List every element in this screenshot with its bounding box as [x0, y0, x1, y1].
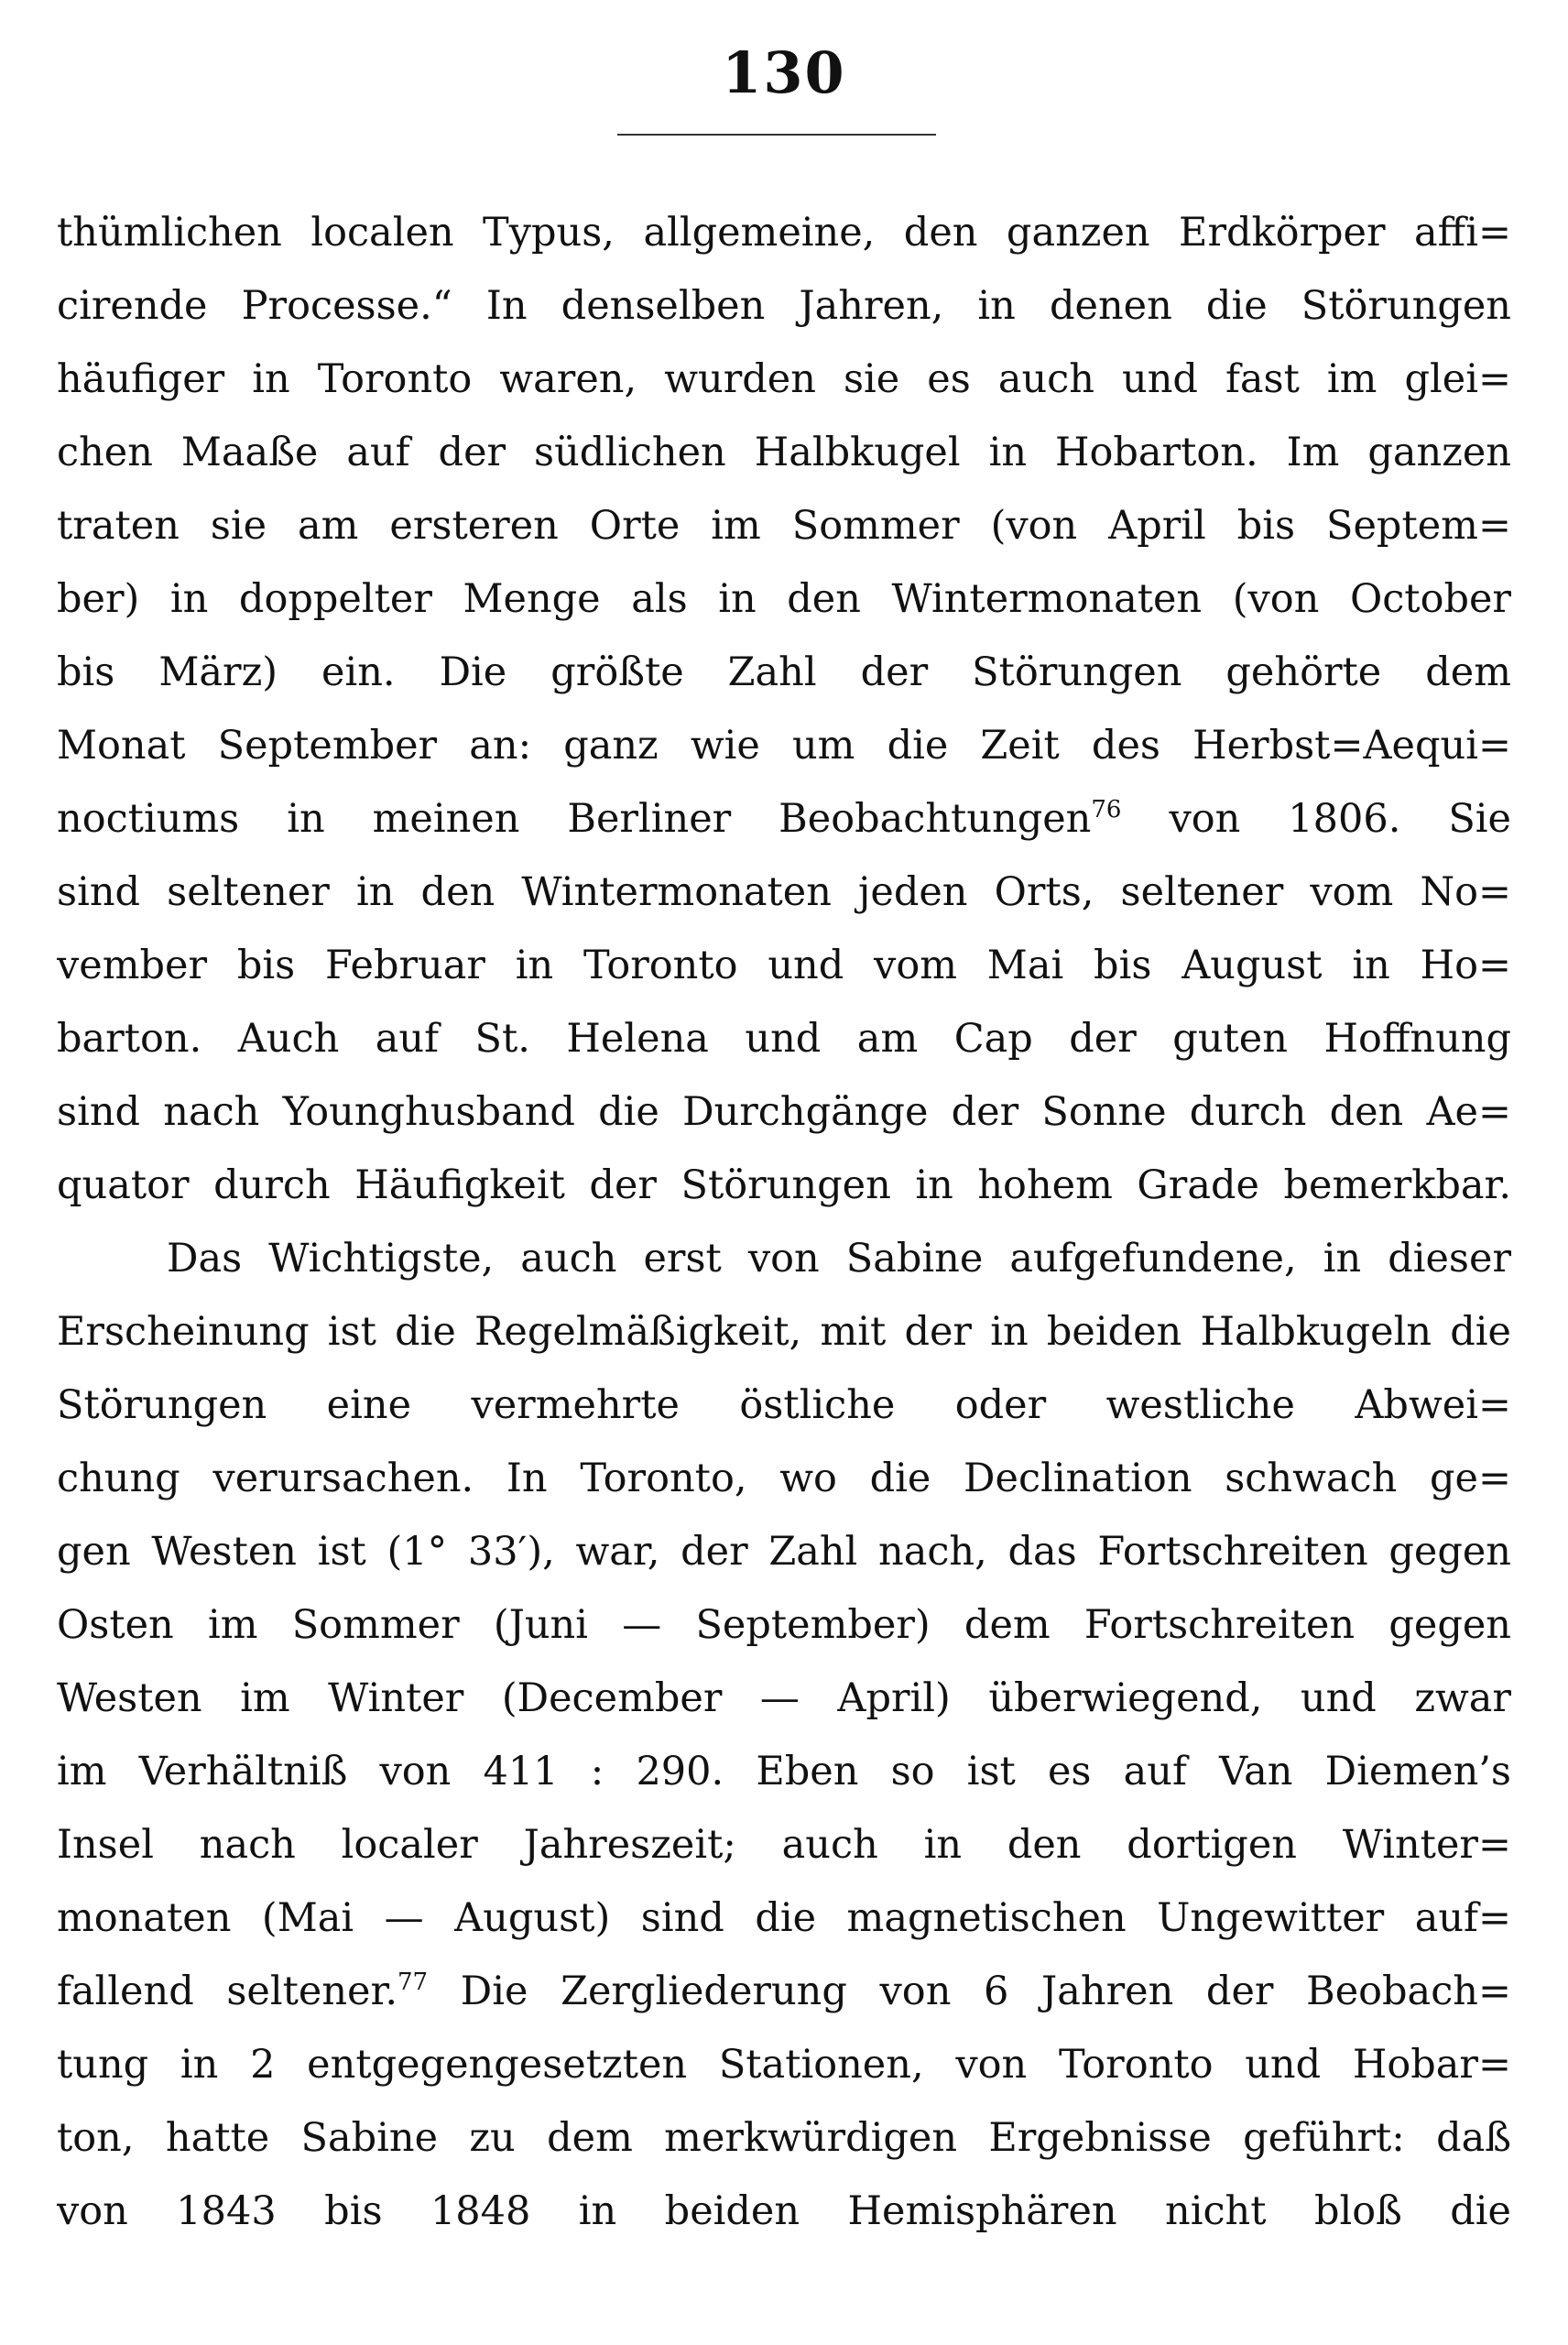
text-line: monaten (Mai — August) sind die magnetischen Ungewitter auf= — [57, 1895, 1511, 1941]
text-line: Erscheinung ist die Regelmäßigkeit, mit der in beiden Halbkugeln die — [57, 1309, 1511, 1355]
text-line-paragraph-start: Das Wichtigste, auch erst von Sabine aufgefundene, in dieser — [167, 1236, 1511, 1282]
text-line: barton. Auch auf St. Helena und am Cap der guten Hoffnung — [57, 1016, 1511, 1062]
text-line-with-footnote — [57, 1955, 1511, 2028]
text-line: ber) in doppelter Menge als in den Wintermonaten (von October — [57, 576, 1511, 622]
text-line: vember bis Februar in Toronto und vom Mai bis August in Ho= — [57, 943, 1511, 988]
line-text: fallend seltener. — [57, 1969, 397, 2014]
line-text: noctiums in meinen Berliner Beobachtungen — [57, 796, 1092, 842]
text-line: ton, hatte Sabine zu dem merkwürdigen Ergebnisse geführt: daß — [57, 2115, 1511, 2161]
text-line: häufiger in Toronto waren, wurden sie es auch und fast im glei= — [57, 356, 1511, 402]
text-line: Osten im Sommer (Juni — September) dem Fortschreiten gegen — [57, 1602, 1511, 1648]
text-line: thümlichen localen Typus, allgemeine, den ganzen Erdkörper affi= — [57, 210, 1511, 256]
text-line: gen Westen ist (1° 33′), war, der Zahl nach, das Fortschreiten gegen — [57, 1529, 1511, 1575]
text-line: sind seltener in den Wintermonaten jeden Orts, seltener vom No= — [57, 869, 1511, 915]
text-line: von 1843 bis 1848 in beiden Hemisphären nicht bloß die — [57, 2188, 1511, 2234]
footnote-marker: 77 — [397, 1969, 429, 1996]
text-line: sind nach Younghusband die Durchgänge der Sonne durch den Ae= — [57, 1089, 1511, 1135]
text-line: cirende Processe.“ In denselben Jahren, in denen die Störungen — [57, 283, 1511, 329]
text-line: bis März) ein. Die größte Zahl der Störungen gehörte dem — [57, 649, 1511, 695]
text-line: traten sie am ersteren Orte im Sommer (von April bis Septem= — [57, 503, 1511, 549]
text-line: Störungen eine vermehrte östliche oder westliche Abwei= — [57, 1382, 1511, 1428]
text-line: Westen im Winter (December — April) überwiegend, und zwar — [57, 1675, 1511, 1721]
text-line: Insel nach localer Jahreszeit; auch in den dortigen Winter= — [57, 1822, 1511, 1868]
text-line-with-footnote — [57, 782, 1511, 856]
header-rule — [617, 134, 936, 136]
line-text-continued: Die Zergliederung von 6 Jahren der Beobach= — [460, 1969, 1511, 2014]
text-line: tung in 2 entgegengesetzten Stationen, von Toronto und Hobar= — [57, 2042, 1511, 2088]
page-number: 130 — [722, 39, 846, 106]
text-line: Monat September an: ganz wie um die Zeit des Herbst=Aequi= — [57, 723, 1511, 769]
footnote-marker: 76 — [1091, 796, 1122, 823]
text-line: quator durch Häufigkeit der Störungen in hohem Grade bemerkbar. — [57, 1162, 1511, 1208]
text-line: chung verursachen. In Toronto, wo die Declination schwach ge= — [57, 1456, 1511, 1501]
body-text — [57, 196, 1511, 2248]
text-line: im Verhältniß von 411 : 290. Eben so ist es auf Van Diemen’s — [57, 1749, 1511, 1794]
line-text-continued: von 1806. Sie — [1169, 796, 1511, 842]
text-line: chen Maaße auf der südlichen Halbkugel in Hobarton. Im ganzen — [57, 430, 1511, 475]
